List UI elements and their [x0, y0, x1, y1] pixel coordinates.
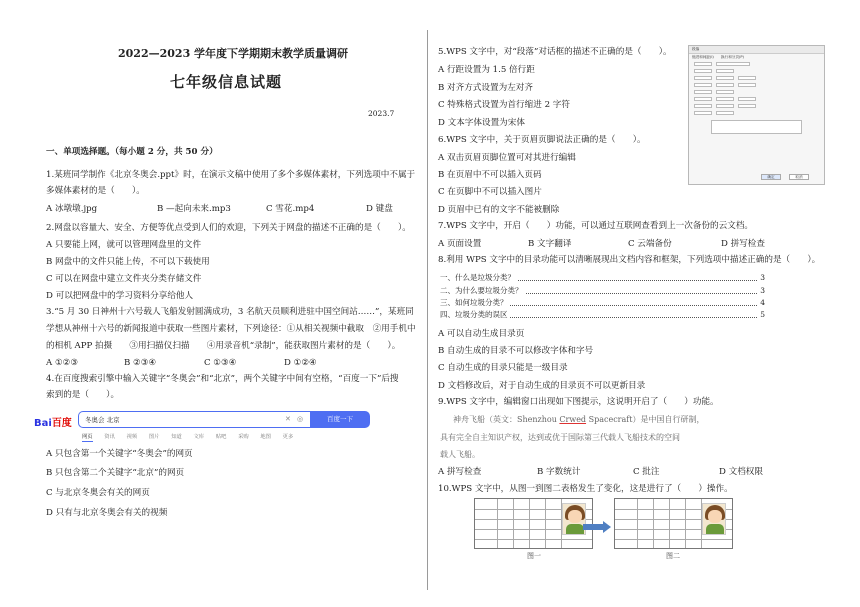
- dialog-row: [692, 90, 821, 96]
- table-figure-2: [614, 498, 733, 549]
- dialog-row: [692, 104, 821, 110]
- q4-stem-line1: 4.在百度搜索引擎中输入关键字“冬奥会”和“北京”，两个关键字中间有空格，“百度一下”后搜: [46, 374, 399, 384]
- tab-more[interactable]: 更多: [282, 434, 294, 440]
- q8-option-d: D 文档修改后，对于自动生成的目录页不可以更新目录: [438, 381, 646, 391]
- toc-entry: 二、为什么要垃圾分类？ 3: [440, 286, 765, 295]
- q5-option-b: B 对齐方式设置为左对齐: [438, 83, 533, 93]
- q2-option-b: B 网盘中的文件只能上传，不可以下载使用: [46, 257, 210, 267]
- q3-option-c: C ①③④: [204, 358, 237, 368]
- q9-option-c: C 批注: [633, 467, 660, 477]
- tab-zhidao[interactable]: 知道: [171, 434, 182, 440]
- baidu-search-input[interactable]: 冬奥会 北京 ✕ ◎: [78, 411, 310, 428]
- q1-option-c: C 雪花.mp4: [266, 204, 315, 214]
- exam-title: 2022—2023 学年度下学期期末教学质量调研: [118, 47, 349, 60]
- q3-option-b: B ②③④: [124, 358, 157, 368]
- toc-entry: 四、垃圾分类的误区 5: [440, 310, 765, 319]
- q1-option-d: D 键盘: [366, 204, 393, 214]
- dialog-tabs: 缩进和间距(I) 换行和分页(P): [692, 55, 744, 59]
- q3-stem-line2: 学想从神州十六号的新闻报道中获取一些图片素材，下列途径：①从相关视频中截取 ②用手机中: [46, 324, 416, 334]
- exam-date: 2023.7: [368, 109, 395, 118]
- dialog-row: [692, 76, 821, 82]
- tab-video[interactable]: 视频: [126, 434, 138, 440]
- baidu-search-screenshot: [34, 411, 372, 443]
- dialog-row: [692, 69, 821, 75]
- dialog-row: [692, 83, 821, 89]
- baidu-tab-bar: [82, 432, 303, 440]
- q5-option-a: A 行距设置为 1.5 倍行距: [438, 65, 535, 75]
- exam-subtitle: 七年级信息试题: [170, 73, 283, 91]
- q3-option-a: A ①②③: [46, 358, 79, 368]
- tab-tieba[interactable]: 贴吧: [215, 434, 227, 440]
- q2-stem: 2.网盘以容量大、安全、方便等优点受到人们的欢迎，下列关于网盘的描述不正确的是（ ）。: [46, 223, 411, 233]
- q10-stem: 10.WPS 文字中，从图一到图二表格发生了变化，这是进行了（ ）操作。: [438, 484, 733, 494]
- misspelled-word: Crwed: [559, 415, 587, 424]
- tab-map[interactable]: 地图: [260, 434, 271, 440]
- q9-option-a: A 拼写检查: [438, 467, 482, 477]
- clear-icon[interactable]: ✕: [285, 415, 291, 423]
- dialog-title: 段落: [689, 46, 824, 54]
- column-divider: [427, 30, 428, 590]
- q5-option-d: D 文本字体设置为宋体: [438, 118, 525, 128]
- q4-option-c: C 与北京冬奥会有关的网页: [46, 488, 150, 498]
- figure-1-caption: 图一: [527, 552, 541, 560]
- q9-sample-line3: 载人飞船。: [440, 450, 480, 459]
- q4-option-a: A 只包含第一个关键字“冬奥会”的网页: [46, 449, 193, 459]
- q5-option-c: C 特殊格式设置为首行缩进 2 字符: [438, 100, 570, 110]
- toc-entry: 三、如何垃圾分类？ 4: [440, 298, 765, 307]
- dialog-row: [692, 62, 821, 68]
- dialog-cancel-button[interactable]: 取消: [789, 174, 809, 180]
- q8-option-b: B 自动生成的目录不可以修改字体和字号: [438, 346, 594, 356]
- table-figure-1: [474, 498, 593, 549]
- q8-option-a: A 可以自动生成目录页: [438, 329, 525, 339]
- toc-entry: 一、什么是垃圾分类？ 3: [440, 273, 765, 282]
- q3-option-d: D ①②④: [284, 358, 317, 368]
- q7-option-b: B 文字翻译: [528, 239, 572, 249]
- paragraph-dialog-screenshot: [688, 45, 825, 185]
- q7-option-d: D 拼写检查: [721, 239, 765, 249]
- dialog-ok-button[interactable]: 确定: [761, 174, 781, 180]
- baidu-logo: Bai百度: [34, 418, 72, 429]
- q9-option-b: B 字数统计: [537, 467, 581, 477]
- student-photo: [562, 503, 586, 535]
- q8-stem: 8.利用 WPS 文字中的目录功能可以清晰展现出文档内容和框架，下列选项中描述正确的是（ ）。: [438, 255, 821, 265]
- q1-stem-line2: 多媒体素材的是（ ）。: [46, 186, 145, 196]
- section-heading: 一、单项选择题。（每小题 2 分，共 50 分）: [46, 147, 218, 157]
- q6-option-b: B 在页眉中不可以插入页码: [438, 170, 542, 180]
- q7-option-a: A 页面设置: [438, 239, 482, 249]
- tab-news[interactable]: 资讯: [104, 434, 115, 440]
- q7-option-c: C 云端备份: [628, 239, 672, 249]
- dialog-row: [692, 97, 821, 103]
- tab-web[interactable]: 网页: [82, 434, 93, 440]
- q4-stem-line2: 索到的是（ ）。: [46, 390, 120, 400]
- q6-stem: 6.WPS 文字中，关于页眉页脚说法正确的是（ ）。: [438, 135, 646, 145]
- baidu-search-button[interactable]: 百度一下: [310, 411, 370, 428]
- q2-option-d: D 可以把网盘中的学习资料分享给他人: [46, 291, 194, 301]
- q9-stem: 9.WPS 文字中，编辑窗口出现如下图提示，这说明开启了（ ）功能。: [438, 397, 719, 407]
- student-photo: [702, 503, 726, 535]
- dialog-row: [692, 111, 821, 117]
- camera-icon[interactable]: ◎: [297, 415, 304, 423]
- q4-option-b: B 只包含第二个关键字“北京”的网页: [46, 468, 185, 478]
- tab-wenku[interactable]: 文库: [193, 434, 205, 440]
- q3-stem-line3: 的相机 APP 拍摄 ③用扫描仪扫描 ④用录音机“录制”，能获取图片素材的是（ ）。: [46, 341, 401, 351]
- q7-stem: 7.WPS 文字中，开启（ ）功能，可以通过互联网查看到上一次备份的云文档。: [438, 221, 754, 231]
- q2-option-c: C 可以在网盘中建立文件夹分类存储文件: [46, 274, 202, 284]
- q6-option-a: A 双击页眉页脚位置可对其进行编辑: [438, 153, 576, 163]
- q9-sample-line1: 神舟飞船（英文：Shenzhou Crwed Spacecraft）是中国自行研制，: [453, 415, 705, 424]
- dialog-preview: [711, 120, 802, 134]
- q1-stem-line1: 1.某班同学制作《北京冬奥会.ppt》时，在演示文稿中使用了多个多媒体素材，下列选项中不属于: [46, 170, 416, 180]
- tab-purchase[interactable]: 采购: [238, 434, 249, 440]
- q4-option-d: D 只有与北京冬奥会有关的视频: [46, 508, 168, 518]
- q1-option-a: A 冰墩墩.jpg: [46, 204, 98, 214]
- q1-option-b: B —起向未来.mp3: [157, 204, 231, 214]
- q3-stem-line1: 3.“5 月 30 日神州十六号载人飞船发射圆满成功，3 名航天员顺利进驻中国空间站……”，某班同: [46, 307, 414, 317]
- q6-option-c: C 在页脚中不可以插入图片: [438, 187, 542, 197]
- q6-option-d: D 页眉中已有的文字不能被删除: [438, 205, 560, 215]
- q8-option-c: C 自动生成的目录只能是一级目录: [438, 363, 568, 373]
- tab-images[interactable]: 图片: [148, 434, 160, 440]
- q2-option-a: A 只要能上网，就可以管理网盘里的文件: [46, 240, 202, 250]
- figure-2-caption: 图二: [666, 552, 680, 560]
- q9-option-d: D 文档权限: [719, 467, 763, 477]
- q9-sample-line2: 具有完全自主知识产权，达到或优于国际第三代载人飞船技术的空间: [440, 433, 680, 442]
- q5-stem: 5.WPS 文字中，对“段落”对话框的描述不正确的是（ ）。: [438, 47, 672, 57]
